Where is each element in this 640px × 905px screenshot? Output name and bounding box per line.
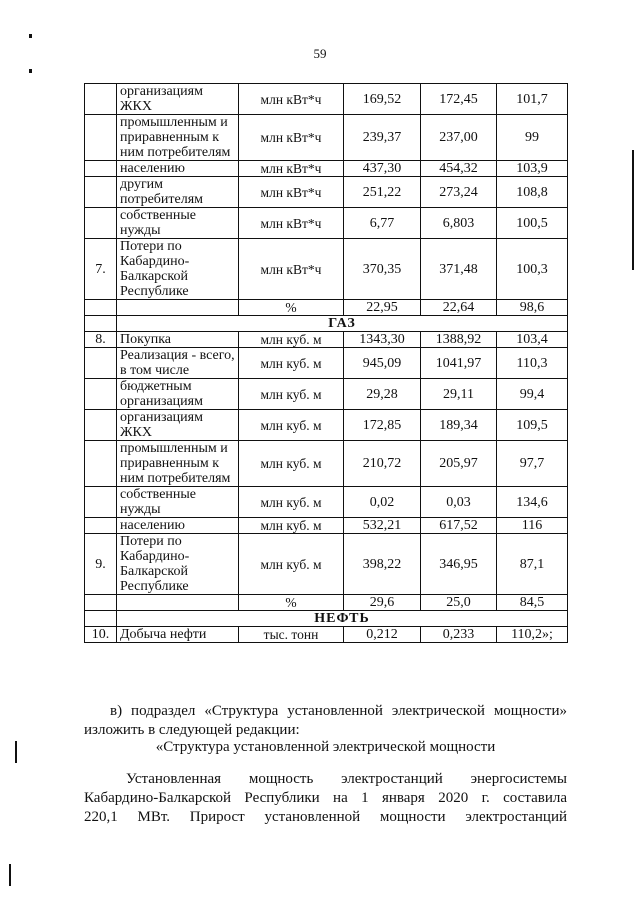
- row-name: промышленным и приравненным к ним потребителям: [117, 441, 239, 487]
- margin-line: [632, 150, 634, 270]
- row-name: Потери по Кабардино-Балкарской Республике: [117, 239, 239, 300]
- margin-dot: [29, 34, 32, 38]
- row-unit: млн куб. м: [239, 487, 344, 518]
- row-unit: тыс. тонн: [239, 627, 344, 643]
- row-unit: млн кВт*ч: [239, 115, 344, 161]
- value-2020: 205,97: [421, 441, 497, 487]
- margin-dot: [29, 69, 32, 73]
- table-row: [85, 161, 568, 177]
- row-name: другим потребителям: [117, 177, 239, 208]
- value-percent: 109,5: [497, 410, 568, 441]
- table-row: [85, 239, 568, 300]
- value-percent: 101,7: [497, 84, 568, 115]
- value-percent: 98,6: [497, 300, 568, 316]
- row-unit: млн куб. м: [239, 441, 344, 487]
- row-name: собственные нужды: [117, 487, 239, 518]
- value-2019: 6,77: [344, 208, 421, 239]
- row-number: [85, 441, 117, 487]
- table-row: [85, 208, 568, 239]
- value-2019: 398,22: [344, 534, 421, 595]
- row-number: [85, 84, 117, 115]
- paragraph-line: Установленная мощность электростанций энергосистемы: [126, 771, 567, 787]
- table-row: [85, 332, 568, 348]
- value-percent: 134,6: [497, 487, 568, 518]
- value-2019: 0,02: [344, 487, 421, 518]
- row-name: населению: [117, 161, 239, 177]
- table-row: [85, 84, 568, 115]
- value-2020: 25,0: [421, 595, 497, 611]
- row-name: собственные нужды: [117, 208, 239, 239]
- row-name: организациям ЖКХ: [117, 410, 239, 441]
- value-percent: 99: [497, 115, 568, 161]
- row-number: 9.: [85, 534, 117, 595]
- row-number: [85, 518, 117, 534]
- row-name: [117, 595, 239, 611]
- value-percent: 99,4: [497, 379, 568, 410]
- row-number: 10.: [85, 627, 117, 643]
- row-unit: млн кВт*ч: [239, 239, 344, 300]
- paragraph-subsection: в) подраздел «Структура установленной электрической мощности» изложить в следующей редакции:: [84, 703, 567, 738]
- row-name: Покупка: [117, 332, 239, 348]
- data-table: [84, 83, 568, 643]
- value-percent: 100,5: [497, 208, 568, 239]
- row-unit: %: [239, 300, 344, 316]
- row-unit: млн куб. м: [239, 534, 344, 595]
- table-row: [85, 177, 568, 208]
- paragraph-heading-quote: «Структура установленной электрической мощности: [155, 739, 496, 755]
- row-name: Реализация - всего, в том числе: [117, 348, 239, 379]
- row-number: [85, 348, 117, 379]
- value-2019: 945,09: [344, 348, 421, 379]
- row-name: организациям ЖКХ: [117, 84, 239, 115]
- table-row: [85, 441, 568, 487]
- value-2020: 237,00: [421, 115, 497, 161]
- table-row: [85, 379, 568, 410]
- row-name: бюджетным организациям: [117, 379, 239, 410]
- value-percent: 100,3: [497, 239, 568, 300]
- row-unit: млн кВт*ч: [239, 208, 344, 239]
- value-2020: 346,95: [421, 534, 497, 595]
- value-2019: 251,22: [344, 177, 421, 208]
- value-2020: 1041,97: [421, 348, 497, 379]
- row-number: [85, 161, 117, 177]
- table-row: [85, 534, 568, 595]
- value-2019: 29,6: [344, 595, 421, 611]
- row-number: 8.: [85, 332, 117, 348]
- value-2020: 172,45: [421, 84, 497, 115]
- paragraph-line: 220,1 МВт. Прирост установленной мощности электростанций: [84, 809, 567, 825]
- value-2019: 1343,30: [344, 332, 421, 348]
- table-row: [85, 300, 568, 316]
- value-percent: 103,4: [497, 332, 568, 348]
- row-unit: млн кВт*ч: [239, 161, 344, 177]
- value-2020: 371,48: [421, 239, 497, 300]
- value-2020: 6,803: [421, 208, 497, 239]
- table-row: [85, 595, 568, 611]
- value-2020: 1388,92: [421, 332, 497, 348]
- value-2020: 454,32: [421, 161, 497, 177]
- row-unit: млн куб. м: [239, 379, 344, 410]
- value-2020: 617,52: [421, 518, 497, 534]
- row-number: [85, 177, 117, 208]
- value-percent: 97,7: [497, 441, 568, 487]
- table-row: [85, 627, 568, 643]
- table-row: [85, 518, 568, 534]
- table-row: [85, 348, 568, 379]
- row-unit: %: [239, 595, 344, 611]
- row-name: населению: [117, 518, 239, 534]
- value-percent: 87,1: [497, 534, 568, 595]
- row-number: 7.: [85, 239, 117, 300]
- row-number: [85, 487, 117, 518]
- margin-line: [15, 741, 17, 763]
- value-percent: 110,2»;: [497, 627, 568, 643]
- row-unit: млн куб. м: [239, 332, 344, 348]
- page-number: 59: [313, 46, 327, 61]
- value-2019: 370,35: [344, 239, 421, 300]
- row-number: [85, 410, 117, 441]
- value-2019: 239,37: [344, 115, 421, 161]
- value-percent: 103,9: [497, 161, 568, 177]
- table-row: [85, 115, 568, 161]
- value-percent: 110,3: [497, 348, 568, 379]
- section-title-gas: ГАЗ: [117, 316, 568, 332]
- row-unit: млн куб. м: [239, 518, 344, 534]
- row-number: [85, 379, 117, 410]
- section-row-gas: [85, 316, 568, 332]
- row-number: [85, 115, 117, 161]
- row-name: Добыча нефти: [117, 627, 239, 643]
- row-unit: млн кВт*ч: [239, 177, 344, 208]
- value-percent: 108,8: [497, 177, 568, 208]
- value-2020: 22,64: [421, 300, 497, 316]
- section-row-oil: [85, 611, 568, 627]
- value-2019: 0,212: [344, 627, 421, 643]
- value-2019: 172,85: [344, 410, 421, 441]
- value-2020: 29,11: [421, 379, 497, 410]
- paragraph-line: Кабардино-Балкарской Республики на 1 января 2020 г. составила: [84, 790, 567, 806]
- value-2020: 0,03: [421, 487, 497, 518]
- row-number: [85, 208, 117, 239]
- paragraph-capacity: [84, 770, 567, 827]
- row-name: промышленным и приравненным к ним потребителям: [117, 115, 239, 161]
- margin-line: [9, 864, 11, 886]
- row-unit: млн кВт*ч: [239, 84, 344, 115]
- table-row: [85, 410, 568, 441]
- value-2019: 210,72: [344, 441, 421, 487]
- row-unit: млн куб. м: [239, 410, 344, 441]
- value-percent: 84,5: [497, 595, 568, 611]
- row-number: [85, 300, 117, 316]
- value-2020: 273,24: [421, 177, 497, 208]
- section-title-oil: НЕФТЬ: [117, 611, 568, 627]
- value-2020: 189,34: [421, 410, 497, 441]
- value-2019: 22,95: [344, 300, 421, 316]
- row-name: [117, 300, 239, 316]
- value-2019: 169,52: [344, 84, 421, 115]
- row-number: [85, 595, 117, 611]
- value-2020: 0,233: [421, 627, 497, 643]
- row-name: Потери по Кабардино-Балкарской Республике: [117, 534, 239, 595]
- value-2019: 29,28: [344, 379, 421, 410]
- value-2019: 532,21: [344, 518, 421, 534]
- value-2019: 437,30: [344, 161, 421, 177]
- table-row: [85, 487, 568, 518]
- row-unit: млн куб. м: [239, 348, 344, 379]
- value-percent: 116: [497, 518, 568, 534]
